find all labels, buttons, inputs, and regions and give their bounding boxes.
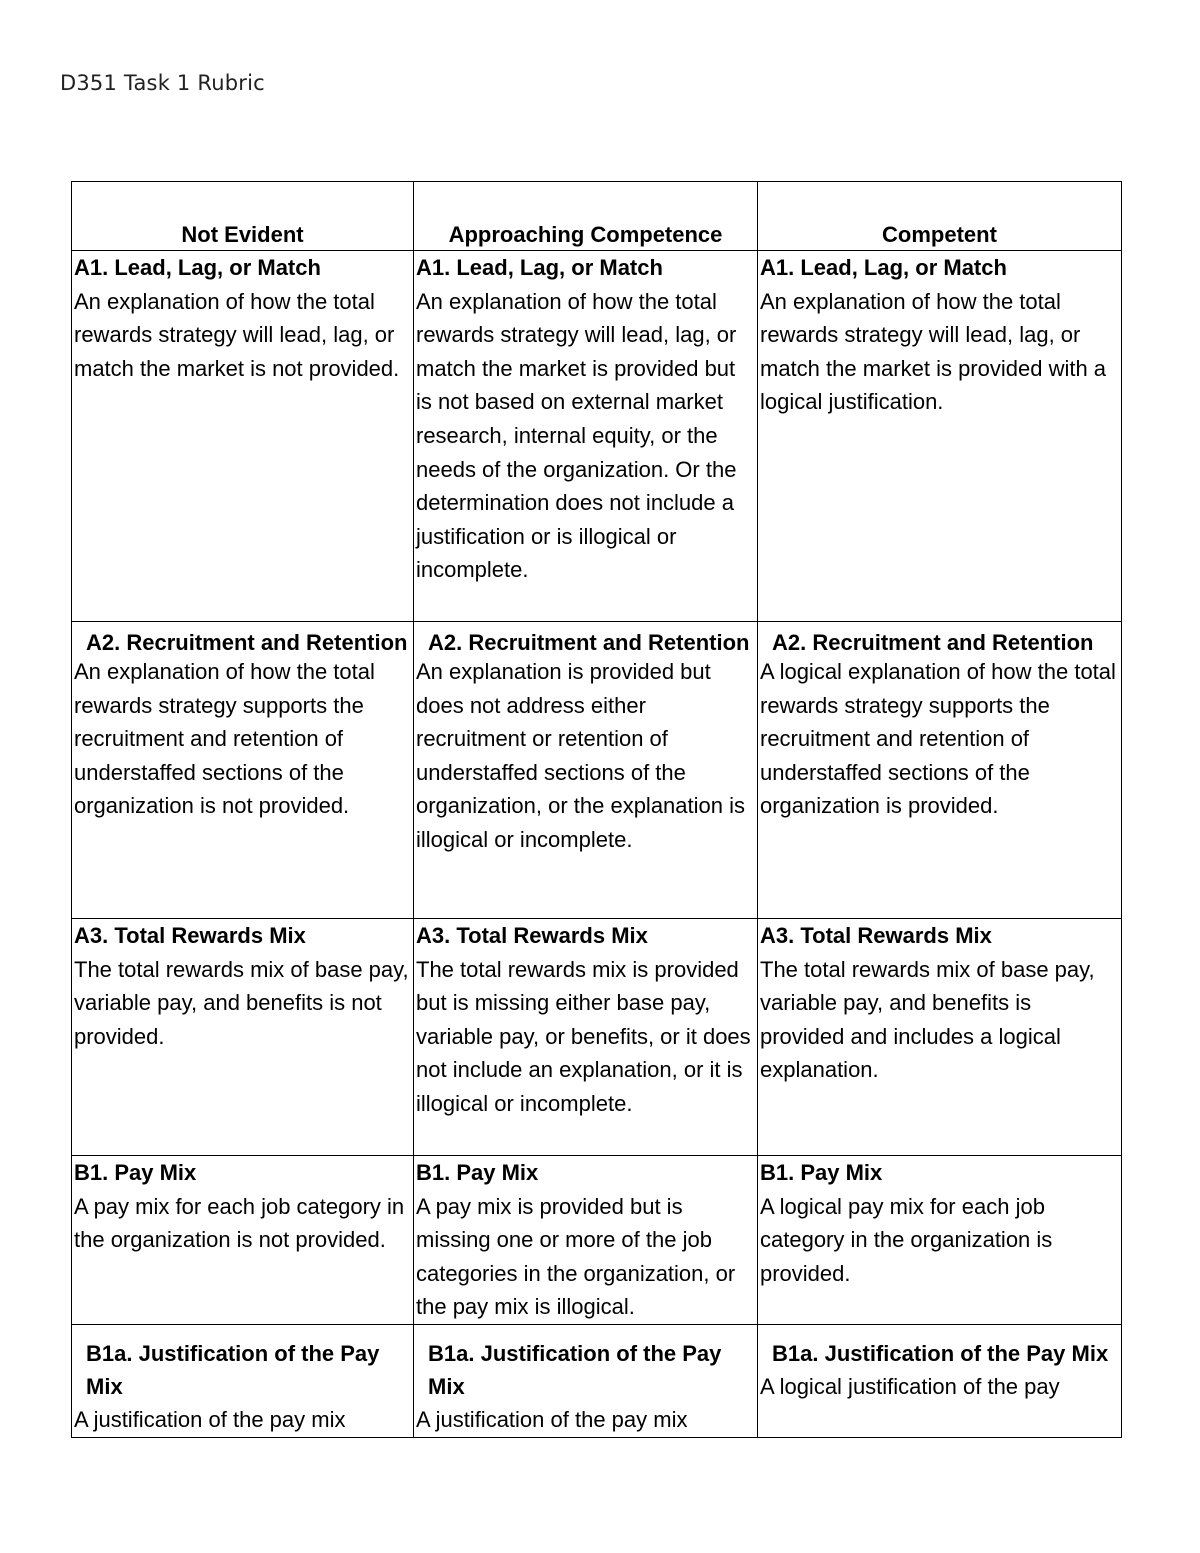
criterion-description: An explanation of how the total rewards strategy will lead, lag, or match the market is provided with a logical justification. [760,288,1107,415]
criterion-title: A1. Lead, Lag, or Match [416,255,663,280]
table-row [72,1156,1122,1325]
table-row [72,1325,1122,1438]
document-title: D351 Task 1 Rubric [60,71,265,95]
criterion-description: A pay mix for each job category in the organization is not provided. [74,1193,405,1253]
table-row [72,622,1122,919]
criterion-description: A justification of the pay mix [74,1407,346,1432]
criterion-description: A pay mix is provided but is missing one or more of the job categories in the organization, or the pay mix is illogical. [416,1193,736,1320]
criterion-description: A logical justification of the pay [760,1374,1060,1399]
criterion-title: A3. Total Rewards Mix [74,923,306,948]
criterion-title: B1a. Justification of the Pay Mix [86,1341,380,1399]
table-row [72,251,1122,622]
criterion-title: A3. Total Rewards Mix [416,923,648,948]
criterion-description: A logical pay mix for each job category in the organization is provided. [760,1193,1053,1286]
header-row [72,182,1122,251]
criterion-title: B1. Pay Mix [760,1160,883,1185]
header-not-evident: Not Evident [72,182,414,251]
criterion-description: An explanation of how the total rewards strategy supports the recruitment and retention of understaffed sections of the organization is not provided. [74,659,375,819]
criterion-description: A justification of the pay mix [416,1407,688,1432]
criterion-title: A2. Recruitment and Retention [772,630,1094,655]
criterion-description: The total rewards mix of base pay, variable pay, and benefits is provided and includes a logical explanation. [760,956,1095,1083]
cell-not-evident [72,622,414,919]
criterion-description: The total rewards mix is provided but is missing either base pay, variable pay, or benefits, or it does not include an explanation, or it is illogical or incomplete. [416,956,751,1116]
cell-approaching [414,251,758,622]
header-competent: Competent [758,182,1122,251]
criterion-description: A logical explanation of how the total rewards strategy supports the recruitment and retention of understaffed sections of the organization is provided. [760,659,1116,819]
table-row [72,919,1122,1156]
cell-approaching [414,1156,758,1325]
cell-competent [758,1325,1122,1438]
criterion-title: A2. Recruitment and Retention [428,630,750,655]
criterion-title: A3. Total Rewards Mix [760,923,992,948]
criterion-title: A1. Lead, Lag, or Match [760,255,1007,280]
criterion-title: A2. Recruitment and Retention [86,630,408,655]
criterion-description: The total rewards mix of base pay, variable pay, and benefits is not provided. [74,956,409,1049]
header-approaching-competence: Approaching Competence [414,182,758,251]
cell-competent [758,622,1122,919]
criterion-title: A1. Lead, Lag, or Match [74,255,321,280]
cell-approaching [414,622,758,919]
cell-approaching [414,1325,758,1438]
cell-not-evident [72,251,414,622]
cell-not-evident [72,1325,414,1438]
rubric-table [71,181,1122,1438]
cell-competent [758,251,1122,622]
criterion-description: An explanation of how the total rewards strategy will lead, lag, or match the market is not provided. [74,288,400,381]
criterion-title: B1a. Justification of the Pay Mix [428,1341,722,1399]
cell-not-evident [72,1156,414,1325]
cell-not-evident [72,919,414,1156]
cell-competent [758,919,1122,1156]
criterion-title: B1. Pay Mix [74,1160,197,1185]
criterion-title: B1. Pay Mix [416,1160,539,1185]
criterion-description: An explanation of how the total rewards strategy will lead, lag, or match the market is provided but is not based on external market research, internal equity, or the needs of the organization. Or the determination does not include a justification or is illogical or incomplete. [416,288,737,583]
cell-approaching [414,919,758,1156]
criterion-description: An explanation is provided but does not address either recruitment or retention of understaffed sections of the organization, or the explanation is illogical or incomplete. [416,659,745,852]
criterion-title: B1a. Justification of the Pay Mix [772,1341,1109,1366]
cell-competent [758,1156,1122,1325]
